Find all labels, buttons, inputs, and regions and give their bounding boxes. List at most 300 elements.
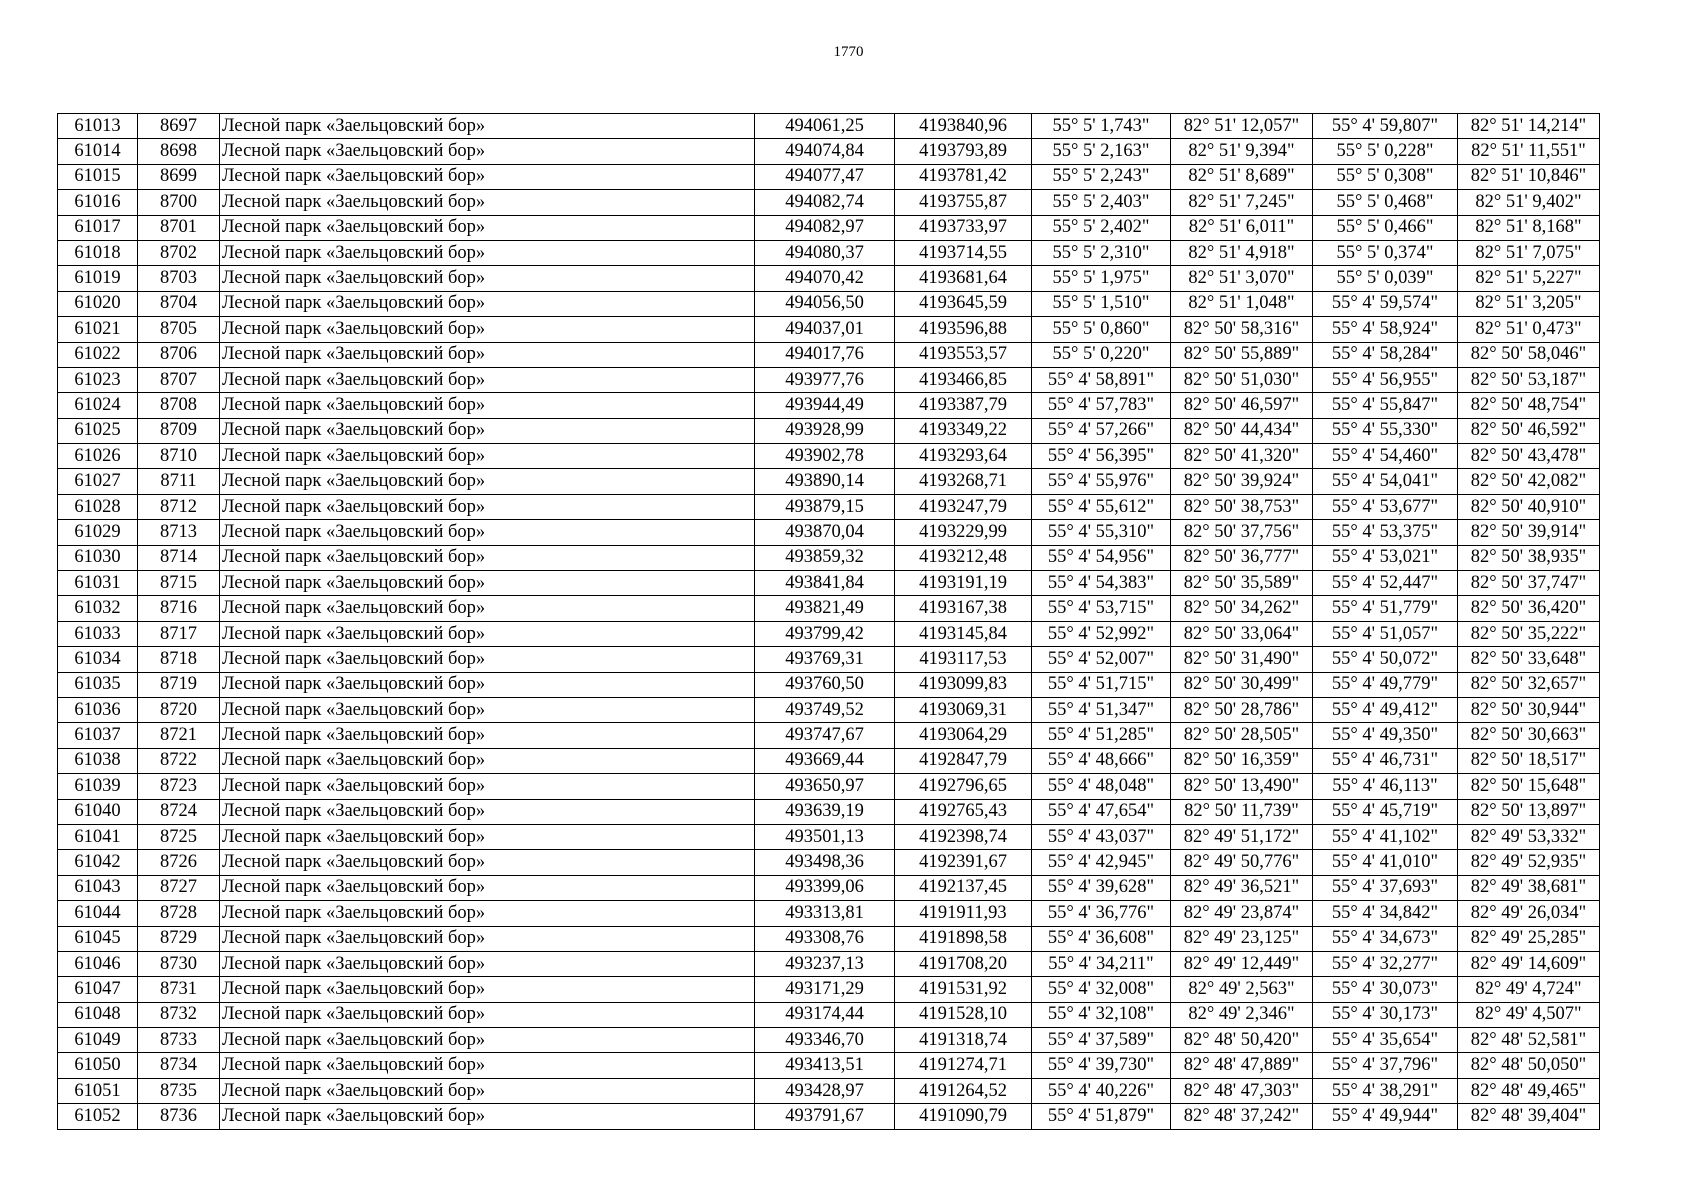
coord-x-cell: 493769,31 (755, 647, 895, 672)
table-row (58, 190, 1600, 215)
table-row (58, 571, 1600, 596)
longitude-1-cell: 82° 51' 7,245" (1171, 190, 1313, 215)
point-number-cell: 8706 (138, 342, 220, 367)
coord-x-cell: 494082,74 (755, 190, 895, 215)
coord-y-cell: 4191528,10 (895, 1002, 1032, 1027)
row-number-cell: 61016 (58, 190, 138, 215)
latitude-2-cell: 55° 4' 34,673" (1313, 926, 1458, 951)
longitude-1-cell: 82° 51' 6,011" (1171, 215, 1313, 240)
object-name-cell: Лесной парк «Заельцовский бор» (220, 190, 755, 215)
longitude-2-cell: 82° 50' 30,944" (1458, 697, 1600, 722)
object-name-cell: Лесной парк «Заельцовский бор» (220, 240, 755, 265)
coord-x-cell: 494074,84 (755, 139, 895, 164)
row-number-cell: 61052 (58, 1104, 138, 1129)
longitude-1-cell: 82° 50' 11,739" (1171, 799, 1313, 824)
coord-x-cell: 493650,97 (755, 774, 895, 799)
latitude-1-cell: 55° 4' 48,048" (1032, 774, 1171, 799)
longitude-1-cell: 82° 50' 37,756" (1171, 520, 1313, 545)
row-number-cell: 61050 (58, 1053, 138, 1078)
table-row (58, 951, 1600, 976)
row-number-cell: 61048 (58, 1002, 138, 1027)
coord-x-cell: 493760,50 (755, 672, 895, 697)
row-number-cell: 61036 (58, 697, 138, 722)
coord-x-cell: 493313,81 (755, 901, 895, 926)
object-name-cell: Лесной парк «Заельцовский бор» (220, 621, 755, 646)
table-row (58, 240, 1600, 265)
point-number-cell: 8698 (138, 139, 220, 164)
coord-y-cell: 4193714,55 (895, 240, 1032, 265)
table-row (58, 875, 1600, 900)
coord-x-cell: 493944,49 (755, 393, 895, 418)
longitude-1-cell: 82° 50' 35,589" (1171, 571, 1313, 596)
longitude-2-cell: 82° 49' 52,935" (1458, 850, 1600, 875)
point-number-cell: 8703 (138, 266, 220, 291)
longitude-1-cell: 82° 50' 41,320" (1171, 444, 1313, 469)
longitude-2-cell: 82° 51' 5,227" (1458, 266, 1600, 291)
coord-y-cell: 4193596,88 (895, 317, 1032, 342)
row-number-cell: 61023 (58, 367, 138, 392)
object-name-cell: Лесной парк «Заельцовский бор» (220, 571, 755, 596)
coord-y-cell: 4193387,79 (895, 393, 1032, 418)
coord-y-cell: 4192398,74 (895, 824, 1032, 849)
longitude-2-cell: 82° 49' 14,609" (1458, 951, 1600, 976)
object-name-cell: Лесной парк «Заельцовский бор» (220, 1028, 755, 1053)
longitude-1-cell: 82° 50' 51,030" (1171, 367, 1313, 392)
longitude-2-cell: 82° 51' 14,214" (1458, 114, 1600, 139)
latitude-2-cell: 55° 5' 0,308" (1313, 164, 1458, 189)
coord-y-cell: 4193755,87 (895, 190, 1032, 215)
row-number-cell: 61020 (58, 291, 138, 316)
longitude-2-cell: 82° 50' 35,222" (1458, 621, 1600, 646)
coord-x-cell: 494077,47 (755, 164, 895, 189)
row-number-cell: 61024 (58, 393, 138, 418)
latitude-2-cell: 55° 4' 49,350" (1313, 723, 1458, 748)
table-row (58, 444, 1600, 469)
table-row (58, 596, 1600, 621)
row-number-cell: 61030 (58, 545, 138, 570)
object-name-cell: Лесной парк «Заельцовский бор» (220, 418, 755, 443)
row-number-cell: 61043 (58, 875, 138, 900)
longitude-2-cell: 82° 50' 53,187" (1458, 367, 1600, 392)
longitude-1-cell: 82° 50' 46,597" (1171, 393, 1313, 418)
longitude-2-cell: 82° 50' 33,648" (1458, 647, 1600, 672)
latitude-2-cell: 55° 5' 0,039" (1313, 266, 1458, 291)
latitude-2-cell: 55° 4' 32,277" (1313, 951, 1458, 976)
row-number-cell: 61045 (58, 926, 138, 951)
latitude-1-cell: 55° 5' 0,860" (1032, 317, 1171, 342)
longitude-1-cell: 82° 49' 23,874" (1171, 901, 1313, 926)
coord-x-cell: 494080,37 (755, 240, 895, 265)
point-number-cell: 8705 (138, 317, 220, 342)
object-name-cell: Лесной парк «Заельцовский бор» (220, 545, 755, 570)
coord-x-cell: 493859,32 (755, 545, 895, 570)
coord-y-cell: 4193840,96 (895, 114, 1032, 139)
latitude-2-cell: 55° 4' 38,291" (1313, 1078, 1458, 1103)
latitude-2-cell: 55° 4' 55,847" (1313, 393, 1458, 418)
latitude-2-cell: 55° 5' 0,374" (1313, 240, 1458, 265)
table-row (58, 545, 1600, 570)
row-number-cell: 61021 (58, 317, 138, 342)
row-number-cell: 61018 (58, 240, 138, 265)
latitude-2-cell: 55° 4' 58,924" (1313, 317, 1458, 342)
latitude-1-cell: 55° 4' 55,310" (1032, 520, 1171, 545)
coord-x-cell: 493890,14 (755, 469, 895, 494)
longitude-2-cell: 82° 50' 48,754" (1458, 393, 1600, 418)
coord-y-cell: 4192796,65 (895, 774, 1032, 799)
coord-x-cell: 493346,70 (755, 1028, 895, 1053)
longitude-2-cell: 82° 50' 36,420" (1458, 596, 1600, 621)
coord-y-cell: 4193293,64 (895, 444, 1032, 469)
row-number-cell: 61022 (58, 342, 138, 367)
latitude-2-cell: 55° 4' 37,796" (1313, 1053, 1458, 1078)
point-number-cell: 8707 (138, 367, 220, 392)
latitude-1-cell: 55° 5' 1,975" (1032, 266, 1171, 291)
longitude-2-cell: 82° 51' 11,551" (1458, 139, 1600, 164)
latitude-1-cell: 55° 4' 34,211" (1032, 951, 1171, 976)
longitude-1-cell: 82° 50' 16,359" (1171, 748, 1313, 773)
coord-y-cell: 4191911,93 (895, 901, 1032, 926)
coord-y-cell: 4192765,43 (895, 799, 1032, 824)
latitude-1-cell: 55° 4' 54,383" (1032, 571, 1171, 596)
point-number-cell: 8723 (138, 774, 220, 799)
coordinates-table (57, 113, 1600, 1130)
longitude-1-cell: 82° 49' 2,346" (1171, 1002, 1313, 1027)
object-name-cell: Лесной парк «Заельцовский бор» (220, 469, 755, 494)
longitude-1-cell: 82° 50' 58,316" (1171, 317, 1313, 342)
point-number-cell: 8732 (138, 1002, 220, 1027)
longitude-1-cell: 82° 50' 38,753" (1171, 494, 1313, 519)
point-number-cell: 8712 (138, 494, 220, 519)
coord-x-cell: 494070,42 (755, 266, 895, 291)
point-number-cell: 8704 (138, 291, 220, 316)
longitude-2-cell: 82° 50' 40,910" (1458, 494, 1600, 519)
latitude-1-cell: 55° 4' 57,266" (1032, 418, 1171, 443)
coord-y-cell: 4192137,45 (895, 875, 1032, 900)
coord-x-cell: 493669,44 (755, 748, 895, 773)
coord-x-cell: 493799,42 (755, 621, 895, 646)
object-name-cell: Лесной парк «Заельцовский бор» (220, 748, 755, 773)
longitude-1-cell: 82° 49' 36,521" (1171, 875, 1313, 900)
table-row (58, 697, 1600, 722)
object-name-cell: Лесной парк «Заельцовский бор» (220, 139, 755, 164)
object-name-cell: Лесной парк «Заельцовский бор» (220, 672, 755, 697)
latitude-2-cell: 55° 4' 53,375" (1313, 520, 1458, 545)
row-number-cell: 61019 (58, 266, 138, 291)
coord-x-cell: 493749,52 (755, 697, 895, 722)
latitude-1-cell: 55° 4' 32,108" (1032, 1002, 1171, 1027)
latitude-1-cell: 55° 5' 1,510" (1032, 291, 1171, 316)
point-number-cell: 8722 (138, 748, 220, 773)
longitude-2-cell: 82° 49' 38,681" (1458, 875, 1600, 900)
coord-y-cell: 4191898,58 (895, 926, 1032, 951)
table-row (58, 723, 1600, 748)
coord-y-cell: 4193268,71 (895, 469, 1032, 494)
point-number-cell: 8726 (138, 850, 220, 875)
point-number-cell: 8715 (138, 571, 220, 596)
point-number-cell: 8708 (138, 393, 220, 418)
row-number-cell: 61040 (58, 799, 138, 824)
object-name-cell: Лесной парк «Заельцовский бор» (220, 520, 755, 545)
latitude-2-cell: 55° 4' 41,010" (1313, 850, 1458, 875)
object-name-cell: Лесной парк «Заельцовский бор» (220, 1002, 755, 1027)
object-name-cell: Лесной парк «Заельцовский бор» (220, 1104, 755, 1129)
point-number-cell: 8709 (138, 418, 220, 443)
latitude-2-cell: 55° 4' 41,102" (1313, 824, 1458, 849)
latitude-2-cell: 55° 4' 45,719" (1313, 799, 1458, 824)
longitude-2-cell: 82° 50' 39,914" (1458, 520, 1600, 545)
table-row (58, 215, 1600, 240)
table-row (58, 824, 1600, 849)
latitude-1-cell: 55° 5' 2,163" (1032, 139, 1171, 164)
row-number-cell: 61037 (58, 723, 138, 748)
latitude-2-cell: 55° 4' 54,460" (1313, 444, 1458, 469)
point-number-cell: 8699 (138, 164, 220, 189)
latitude-2-cell: 55° 4' 51,779" (1313, 596, 1458, 621)
longitude-2-cell: 82° 50' 43,478" (1458, 444, 1600, 469)
latitude-2-cell: 55° 5' 0,468" (1313, 190, 1458, 215)
latitude-1-cell: 55° 4' 42,945" (1032, 850, 1171, 875)
object-name-cell: Лесной парк «Заельцовский бор» (220, 291, 755, 316)
row-number-cell: 61041 (58, 824, 138, 849)
latitude-2-cell: 55° 4' 49,944" (1313, 1104, 1458, 1129)
row-number-cell: 61014 (58, 139, 138, 164)
latitude-1-cell: 55° 4' 47,654" (1032, 799, 1171, 824)
point-number-cell: 8717 (138, 621, 220, 646)
coord-y-cell: 4191318,74 (895, 1028, 1032, 1053)
row-number-cell: 61026 (58, 444, 138, 469)
coord-y-cell: 4191264,52 (895, 1078, 1032, 1103)
object-name-cell: Лесной парк «Заельцовский бор» (220, 824, 755, 849)
table-row (58, 926, 1600, 951)
object-name-cell: Лесной парк «Заельцовский бор» (220, 494, 755, 519)
latitude-2-cell: 55° 4' 46,113" (1313, 774, 1458, 799)
longitude-2-cell: 82° 51' 8,168" (1458, 215, 1600, 240)
latitude-2-cell: 55° 4' 37,693" (1313, 875, 1458, 900)
point-number-cell: 8716 (138, 596, 220, 621)
longitude-1-cell: 82° 50' 44,434" (1171, 418, 1313, 443)
coord-x-cell: 493308,76 (755, 926, 895, 951)
latitude-1-cell: 55° 4' 52,992" (1032, 621, 1171, 646)
longitude-1-cell: 82° 50' 39,924" (1171, 469, 1313, 494)
coord-y-cell: 4193117,53 (895, 647, 1032, 672)
longitude-1-cell: 82° 49' 2,563" (1171, 977, 1313, 1002)
coord-y-cell: 4193733,97 (895, 215, 1032, 240)
latitude-1-cell: 55° 4' 54,956" (1032, 545, 1171, 570)
coord-y-cell: 4193466,85 (895, 367, 1032, 392)
point-number-cell: 8718 (138, 647, 220, 672)
table-row (58, 1078, 1600, 1103)
longitude-1-cell: 82° 50' 36,777" (1171, 545, 1313, 570)
table-row (58, 266, 1600, 291)
coord-x-cell: 493399,06 (755, 875, 895, 900)
point-number-cell: 8720 (138, 697, 220, 722)
longitude-2-cell: 82° 48' 50,050" (1458, 1053, 1600, 1078)
latitude-1-cell: 55° 4' 51,879" (1032, 1104, 1171, 1129)
longitude-2-cell: 82° 51' 9,402" (1458, 190, 1600, 215)
coord-x-cell: 493428,97 (755, 1078, 895, 1103)
object-name-cell: Лесной парк «Заельцовский бор» (220, 926, 755, 951)
point-number-cell: 8719 (138, 672, 220, 697)
latitude-1-cell: 55° 4' 40,226" (1032, 1078, 1171, 1103)
latitude-2-cell: 55° 4' 58,284" (1313, 342, 1458, 367)
table-row (58, 1002, 1600, 1027)
table-row (58, 469, 1600, 494)
latitude-2-cell: 55° 4' 49,412" (1313, 697, 1458, 722)
table-row (58, 621, 1600, 646)
point-number-cell: 8701 (138, 215, 220, 240)
longitude-2-cell: 82° 48' 39,404" (1458, 1104, 1600, 1129)
coord-y-cell: 4191090,79 (895, 1104, 1032, 1129)
latitude-2-cell: 55° 4' 49,779" (1313, 672, 1458, 697)
latitude-1-cell: 55° 4' 48,666" (1032, 748, 1171, 773)
latitude-1-cell: 55° 4' 36,776" (1032, 901, 1171, 926)
latitude-2-cell: 55° 5' 0,228" (1313, 139, 1458, 164)
latitude-2-cell: 55° 4' 46,731" (1313, 748, 1458, 773)
latitude-2-cell: 55° 4' 53,021" (1313, 545, 1458, 570)
coord-y-cell: 4193229,99 (895, 520, 1032, 545)
longitude-1-cell: 82° 51' 12,057" (1171, 114, 1313, 139)
object-name-cell: Лесной парк «Заельцовский бор» (220, 1053, 755, 1078)
latitude-1-cell: 55° 4' 39,730" (1032, 1053, 1171, 1078)
latitude-2-cell: 55° 4' 34,842" (1313, 901, 1458, 926)
latitude-1-cell: 55° 5' 0,220" (1032, 342, 1171, 367)
longitude-1-cell: 82° 50' 34,262" (1171, 596, 1313, 621)
longitude-2-cell: 82° 50' 15,648" (1458, 774, 1600, 799)
longitude-2-cell: 82° 50' 18,517" (1458, 748, 1600, 773)
latitude-2-cell: 55° 4' 52,447" (1313, 571, 1458, 596)
coord-y-cell: 4193099,83 (895, 672, 1032, 697)
latitude-2-cell: 55° 4' 59,574" (1313, 291, 1458, 316)
longitude-2-cell: 82° 50' 30,663" (1458, 723, 1600, 748)
latitude-2-cell: 55° 4' 59,807" (1313, 114, 1458, 139)
longitude-1-cell: 82° 48' 50,420" (1171, 1028, 1313, 1053)
point-number-cell: 8713 (138, 520, 220, 545)
object-name-cell: Лесной парк «Заельцовский бор» (220, 1078, 755, 1103)
row-number-cell: 61034 (58, 647, 138, 672)
row-number-cell: 61032 (58, 596, 138, 621)
object-name-cell: Лесной парк «Заельцовский бор» (220, 215, 755, 240)
latitude-1-cell: 55° 4' 37,589" (1032, 1028, 1171, 1053)
point-number-cell: 8731 (138, 977, 220, 1002)
longitude-2-cell: 82° 50' 46,592" (1458, 418, 1600, 443)
longitude-2-cell: 82° 50' 42,082" (1458, 469, 1600, 494)
latitude-1-cell: 55° 4' 52,007" (1032, 647, 1171, 672)
coord-x-cell: 494056,50 (755, 291, 895, 316)
row-number-cell: 61035 (58, 672, 138, 697)
longitude-2-cell: 82° 51' 3,205" (1458, 291, 1600, 316)
coord-x-cell: 493413,51 (755, 1053, 895, 1078)
point-number-cell: 8727 (138, 875, 220, 900)
point-number-cell: 8697 (138, 114, 220, 139)
latitude-1-cell: 55° 5' 1,743" (1032, 114, 1171, 139)
row-number-cell: 61013 (58, 114, 138, 139)
coord-x-cell: 494082,97 (755, 215, 895, 240)
object-name-cell: Лесной парк «Заельцовский бор» (220, 875, 755, 900)
longitude-1-cell: 82° 50' 28,505" (1171, 723, 1313, 748)
object-name-cell: Лесной парк «Заельцовский бор» (220, 596, 755, 621)
object-name-cell: Лесной парк «Заельцовский бор» (220, 266, 755, 291)
latitude-1-cell: 55° 4' 51,715" (1032, 672, 1171, 697)
latitude-1-cell: 55° 4' 51,347" (1032, 697, 1171, 722)
table-row (58, 748, 1600, 773)
coord-y-cell: 4192847,79 (895, 748, 1032, 773)
coord-x-cell: 493879,15 (755, 494, 895, 519)
object-name-cell: Лесной парк «Заельцовский бор» (220, 317, 755, 342)
coord-y-cell: 4193349,22 (895, 418, 1032, 443)
longitude-1-cell: 82° 51' 1,048" (1171, 291, 1313, 316)
point-number-cell: 8711 (138, 469, 220, 494)
longitude-2-cell: 82° 48' 52,581" (1458, 1028, 1600, 1053)
point-number-cell: 8724 (138, 799, 220, 824)
table-row (58, 1104, 1600, 1129)
object-name-cell: Лесной парк «Заельцовский бор» (220, 647, 755, 672)
longitude-1-cell: 82° 50' 30,499" (1171, 672, 1313, 697)
coord-x-cell: 493870,04 (755, 520, 895, 545)
coord-y-cell: 4193069,31 (895, 697, 1032, 722)
coord-x-cell: 493498,36 (755, 850, 895, 875)
latitude-1-cell: 55° 5' 2,243" (1032, 164, 1171, 189)
table-row (58, 1053, 1600, 1078)
row-number-cell: 61049 (58, 1028, 138, 1053)
table-row (58, 977, 1600, 1002)
row-number-cell: 61027 (58, 469, 138, 494)
coord-y-cell: 4193781,42 (895, 164, 1032, 189)
row-number-cell: 61029 (58, 520, 138, 545)
longitude-1-cell: 82° 51' 4,918" (1171, 240, 1313, 265)
longitude-2-cell: 82° 51' 0,473" (1458, 317, 1600, 342)
longitude-1-cell: 82° 49' 51,172" (1171, 824, 1313, 849)
row-number-cell: 61038 (58, 748, 138, 773)
point-number-cell: 8728 (138, 901, 220, 926)
latitude-1-cell: 55° 4' 32,008" (1032, 977, 1171, 1002)
coord-x-cell: 493821,49 (755, 596, 895, 621)
coord-y-cell: 4193064,29 (895, 723, 1032, 748)
latitude-1-cell: 55° 5' 2,402" (1032, 215, 1171, 240)
object-name-cell: Лесной парк «Заельцовский бор» (220, 342, 755, 367)
latitude-2-cell: 55° 4' 30,173" (1313, 1002, 1458, 1027)
longitude-1-cell: 82° 48' 47,303" (1171, 1078, 1313, 1103)
page-number: 1770 (833, 44, 864, 60)
coord-x-cell: 493639,19 (755, 799, 895, 824)
latitude-1-cell: 55° 4' 51,285" (1032, 723, 1171, 748)
object-name-cell: Лесной парк «Заельцовский бор» (220, 114, 755, 139)
coord-x-cell: 493928,99 (755, 418, 895, 443)
point-number-cell: 8714 (138, 545, 220, 570)
coord-y-cell: 4193191,19 (895, 571, 1032, 596)
longitude-1-cell: 82° 48' 37,242" (1171, 1104, 1313, 1129)
coord-y-cell: 4193793,89 (895, 139, 1032, 164)
latitude-1-cell: 55° 4' 36,608" (1032, 926, 1171, 951)
object-name-cell: Лесной парк «Заельцовский бор» (220, 977, 755, 1002)
point-number-cell: 8733 (138, 1028, 220, 1053)
longitude-2-cell: 82° 50' 37,747" (1458, 571, 1600, 596)
latitude-2-cell: 55° 4' 50,072" (1313, 647, 1458, 672)
coord-y-cell: 4193212,48 (895, 545, 1032, 570)
coord-x-cell: 493977,76 (755, 367, 895, 392)
object-name-cell: Лесной парк «Заельцовский бор» (220, 723, 755, 748)
latitude-1-cell: 55° 4' 39,628" (1032, 875, 1171, 900)
longitude-2-cell: 82° 51' 7,075" (1458, 240, 1600, 265)
table-row (58, 850, 1600, 875)
coord-y-cell: 4193145,84 (895, 621, 1032, 646)
row-number-cell: 61033 (58, 621, 138, 646)
point-number-cell: 8700 (138, 190, 220, 215)
table-row (58, 494, 1600, 519)
longitude-2-cell: 82° 51' 10,846" (1458, 164, 1600, 189)
row-number-cell: 61044 (58, 901, 138, 926)
coord-y-cell: 4193167,38 (895, 596, 1032, 621)
longitude-2-cell: 82° 48' 49,465" (1458, 1078, 1600, 1103)
